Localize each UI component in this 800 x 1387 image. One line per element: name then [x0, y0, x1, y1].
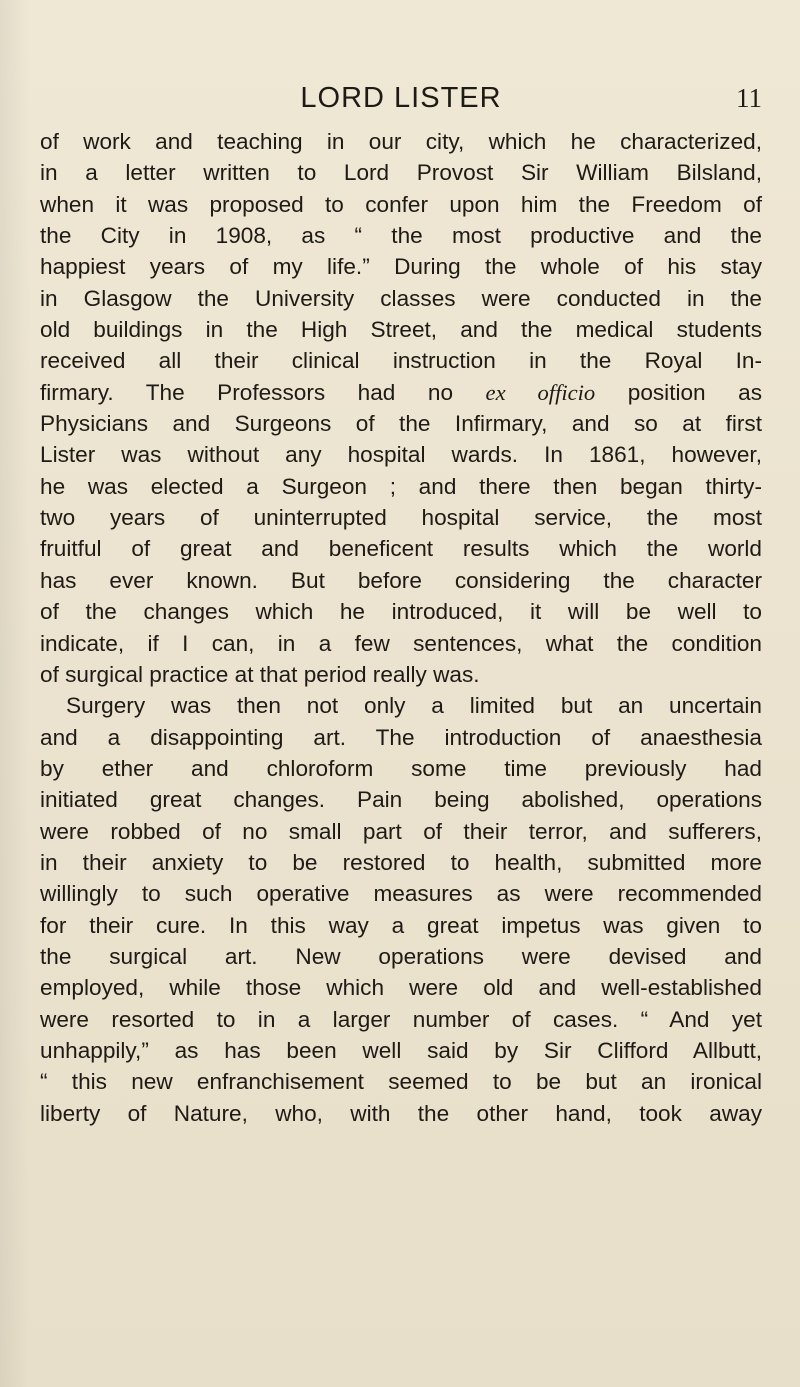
text-line: willingly to such operative measures as were recommended: [40, 881, 762, 907]
text-line: of surgical practice at that period really was.: [40, 661, 480, 687]
text-line: of work and teaching in our city, which he characterized,: [40, 129, 762, 154]
text-line: Surgery was then not only a limited but an uncertain: [66, 693, 762, 719]
text-segment: firmary. The Professors had no: [40, 379, 486, 405]
page-header: [40, 78, 762, 118]
text-line: has ever known. But before considering the character: [40, 567, 762, 593]
text-line: received all their clinical instruction in the Royal In-: [40, 348, 762, 374]
text-line: of the changes which he introduced, it will be well to: [40, 599, 762, 625]
text-line: “ this new enfranchisement seemed to be but an ironical: [40, 1069, 762, 1095]
text-line: [40, 377, 762, 408]
italic-phrase: ex officio: [485, 379, 596, 405]
text-line: were resorted to in a larger number of cases. “ And yet: [40, 1006, 762, 1032]
text-line: by ether and chloroform some time previously had: [40, 755, 762, 781]
text-segment: position as: [595, 379, 763, 405]
text-line: unhappily,” as has been well said by Sir Clifford Allbutt,: [40, 1037, 762, 1063]
text-line: employed, while those which were old and well-established: [40, 975, 762, 1001]
text-line: liberty of Nature, who, with the other hand, took away: [40, 1100, 762, 1126]
text-line: when it was proposed to confer upon him the Freedom of: [40, 191, 762, 217]
text-line: the surgical art. New operations were devised and: [40, 943, 762, 969]
page-number: 11: [736, 83, 762, 113]
text-line: initiated great changes. Pain being abolished, operations: [40, 787, 762, 813]
text-line: and a disappointing art. The introduction of anaesthesia: [40, 724, 762, 750]
text-line: in their anxiety to be restored to health, submitted more: [40, 849, 762, 875]
text-line: Physicians and Surgeons of the Infirmary, and so at first: [40, 411, 762, 437]
text-line: the City in 1908, as “ the most productive and the: [40, 223, 762, 249]
text-line: old buildings in the High Street, and the medical students: [40, 317, 762, 343]
text-line: in a letter written to Lord Provost Sir William Bilsland,: [40, 160, 762, 186]
text-line: indicate, if I can, in a few sentences, what the condition: [40, 630, 762, 656]
text-line: in Glasgow the University classes were conducted in the: [40, 285, 762, 311]
text-line: fruitful of great and beneficent results which the world: [40, 536, 762, 562]
text-line: for their cure. In this way a great impetus was given to: [40, 912, 762, 938]
text-line: Lister was without any hospital wards. In 1861, however,: [40, 442, 762, 468]
text-line: were robbed of no small part of their terror, and sufferers,: [40, 818, 762, 844]
text-line: happiest years of my life.” During the whole of his stay: [40, 254, 762, 280]
body-text: [40, 126, 762, 1129]
running-head: LORD LISTER: [300, 82, 502, 114]
text-line: he was elected a Surgeon ; and there then began thirty-: [40, 473, 762, 499]
text-line: two years of uninterrupted hospital service, the most: [40, 505, 762, 531]
